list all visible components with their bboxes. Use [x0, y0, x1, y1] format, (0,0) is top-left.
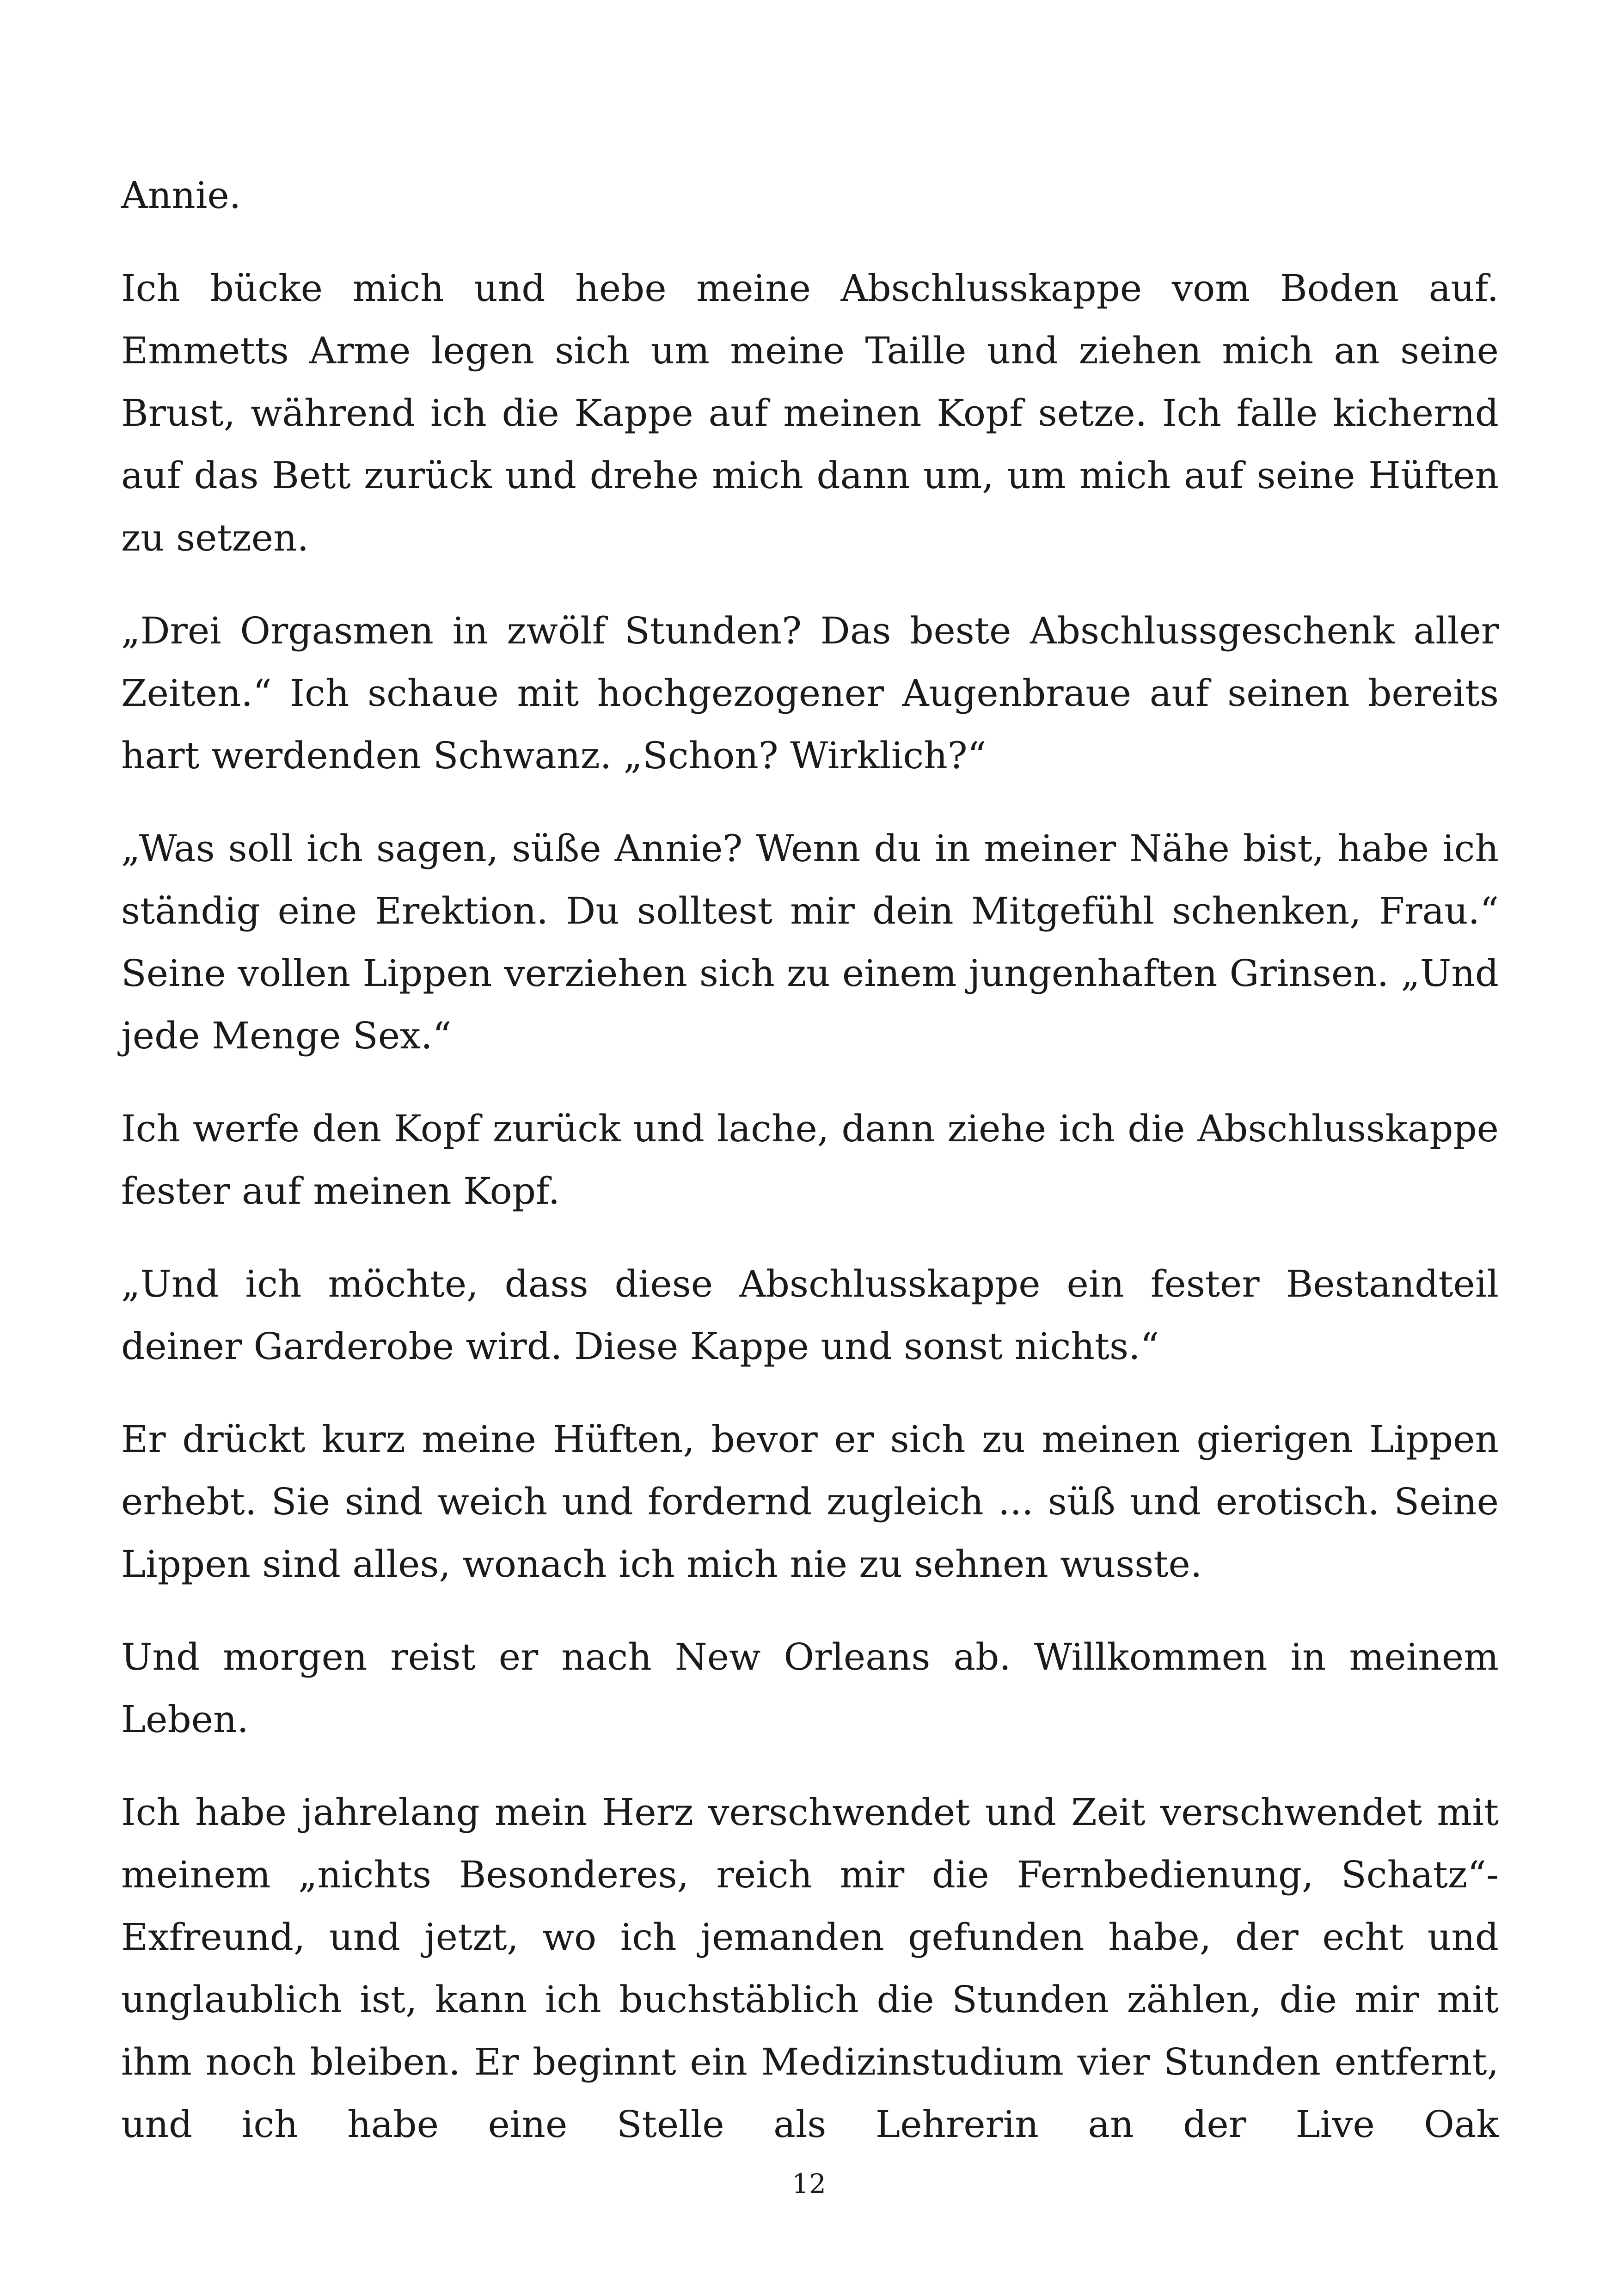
body-text [121, 164, 1499, 2186]
paragraph: Ich habe jahrelang mein Herz verschwendet und Zeit verschwendet mit meinem „nichts Besonderes, reich mir die Fernbedienung, Schatz“-Exfreund, und jetzt, wo ich jemanden gefunden habe, der echt und unglaublich ist, kann ich buchstäblich die Stunden zählen, die mir mit ihm noch bleiben. Er beginnt ein Medizinstudium vier Stunden entfernt, und ich habe eine Stelle als Lehrerin an der Live Oak [121, 1791, 1499, 2146]
paragraph: „Drei Orgasmen in zwölf Stunden? Das beste Abschlussgeschenk aller Zeiten.“ Ich schaue mit hochgezogener Augenbraue auf seinen bereits hart werdenden Schwanz. „Schon? Wirklich?“ [121, 609, 1499, 777]
paragraph: Ich bücke mich und hebe meine Abschlusskappe vom Boden auf. Emmetts Arme legen sich um meine Taille und ziehen mich an seine Brust, während ich die Kappe auf meinen Kopf setze. Ich falle kichernd auf das Bett zurück und drehe mich dann um, um mich auf seine Hüften zu setzen. [121, 267, 1499, 559]
paragraph: „Was soll ich sagen, süße Annie? Wenn du in meiner Nähe bist, habe ich ständig eine Erektion. Du solltest mir dein Mitgefühl schenken, Frau.“ Seine vollen Lippen verziehen sich zu einem jungenhaften Grinsen. „Und jede Menge Sex.“ [121, 827, 1499, 1057]
paragraph: Und morgen reist er nach New Orleans ab. Willkommen in meinem Leben. [121, 1635, 1499, 1741]
paragraph: Er drückt kurz meine Hüften, bevor er sich zu meinen gierigen Lippen erhebt. Sie sind weich und fordernd zugleich ... süß und erotisch. Seine Lippen sind alles, wonach ich mich nie zu sehnen wusste. [121, 1418, 1499, 1586]
paragraph: „Und ich möchte, dass diese Abschlusskappe ein fester Bestandteil deiner Garderobe wird. Diese Kappe und sonst nichts.“ [121, 1262, 1499, 1368]
paragraph: Ich werfe den Kopf zurück und lache, dann ziehe ich die Abschlusskappe fester auf meinen Kopf. [121, 1107, 1499, 1212]
page-number: 12 [792, 2168, 826, 2199]
paragraph: Annie. [121, 174, 241, 217]
